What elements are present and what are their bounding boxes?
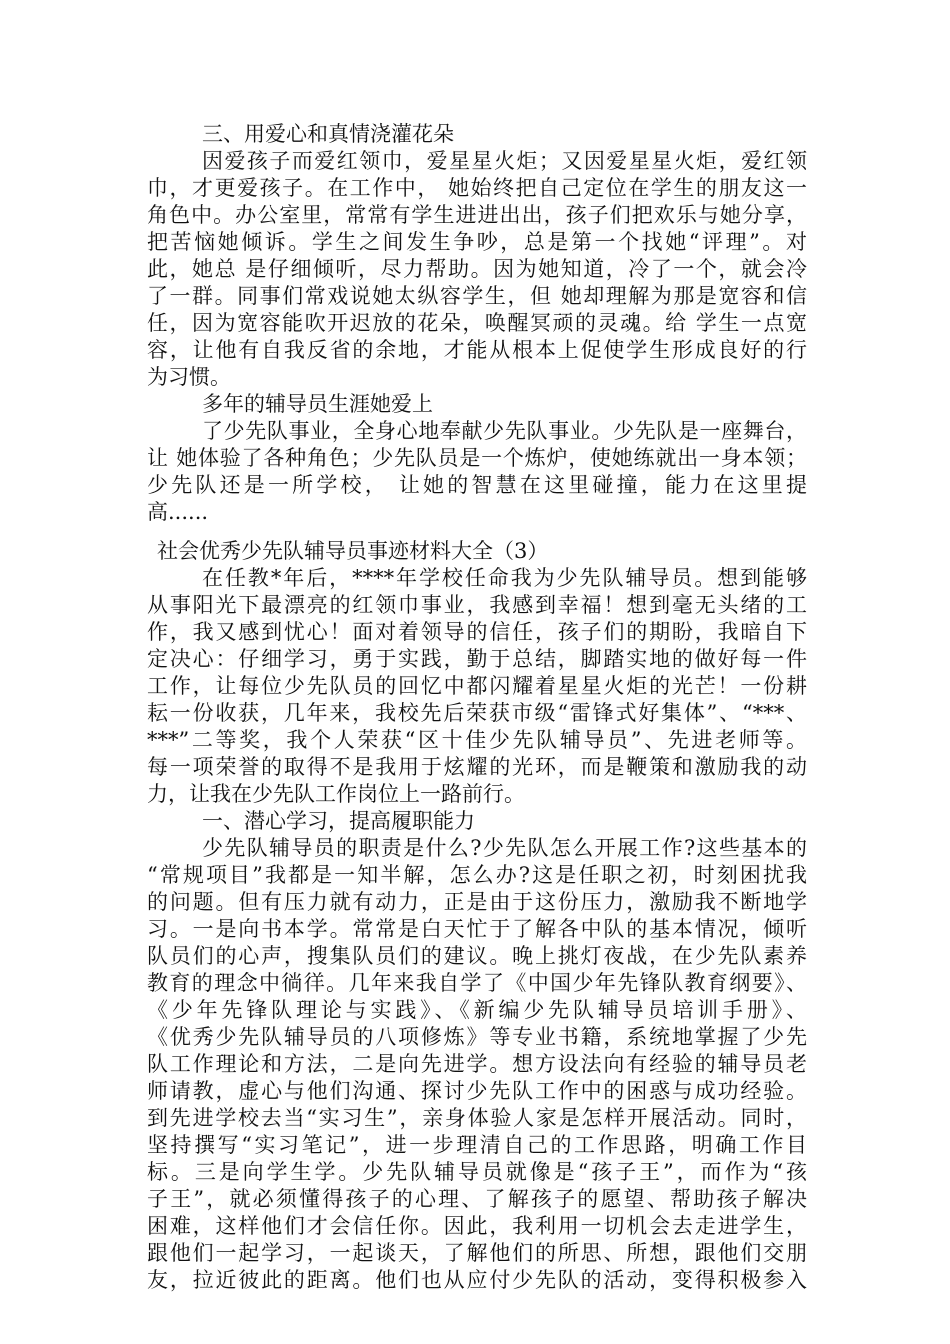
paragraph-line: 到先进学校去当“实习生”，亲身体验人家是怎样开展活动。同时， [147, 1106, 807, 1130]
paragraph-line: 习。一是向书本学。常常是白天忙于了解各中队的基本情况，倾听 [147, 917, 807, 941]
paragraph-line: 少先队还是一所学校， 让她的智慧在这里碰撞，能力在这里提 [147, 473, 807, 497]
paragraph-line: 坚持撰写“实习笔记”，进一步理清自己的工作思路，明确工作目 [147, 1133, 807, 1157]
paragraph-line: 了一群。同事们常戏说她太纵容学生，但 她却理解为那是宽容和信 [147, 284, 807, 308]
paragraph-line: 力，让我在少先队工作岗位上一路前行。 [147, 782, 525, 806]
paragraph-line: 困难，这样他们才会信任你。因此，我利用一切机会去走进学生， [147, 1214, 807, 1238]
paragraph-line: 工作，让每位少先队员的回忆中都闪耀着星星火炬的光芒！一份耕 [147, 674, 807, 698]
paragraph-line: 《少年先锋队理论与实践》、《新编少先队辅导员培训手册》、 [147, 998, 807, 1022]
paragraph-line: 在任教*年后，****年学校任命我为少先队辅导员。想到能够 [202, 566, 807, 590]
paragraph-line: 跟他们一起学习，一起谈天，了解他们的所思、所想，跟他们交朋 [147, 1241, 807, 1265]
paragraph-line: 容，让他有自我反省的余地，才能从根本上促使学生形成良好的行 [147, 338, 807, 362]
paragraph-line: 把苦恼她倾诉。学生之间发生争吵，总是第一个找她“评理”。对 [147, 230, 807, 254]
paragraph-line: 多年的辅导员生涯她爱上 [202, 392, 433, 416]
paragraph-line: 此，她总 是仔细倾听，尽力帮助。因为她知道，冷了一个，就会冷 [147, 257, 807, 281]
paragraph-line: 的问题。但有压力就有动力，正是由于这份压力，激励我不断地学 [147, 890, 807, 914]
paragraph-line: 《优秀少先队辅导员的八项修炼》等专业书籍，系统地掌握了少先 [147, 1025, 807, 1049]
paragraph-line: 巾，才更爱孩子。在工作中， 她始终把自己定位在学生的朋友这一 [147, 176, 807, 200]
paragraph-line: 师请教，虚心与他们沟通、探讨少先队工作中的困惑与成功经验。 [147, 1079, 807, 1103]
section-heading: 一、潜心学习，提高履职能力 [202, 809, 475, 833]
paragraph-line: 为习惯。 [147, 365, 231, 389]
paragraph-line: 角色中。办公室里，常常有学生进进出出，孩子们把欢乐与她分享， [147, 203, 807, 227]
paragraph-line: 高...... [147, 500, 209, 524]
paragraph-line: 队员们的心声，搜集队员们的建议。晚上挑灯夜战，在少先队素养 [147, 944, 807, 968]
section-heading: 三、用爱心和真情浇灌花朵 [202, 122, 454, 146]
paragraph-line: 每一项荣誉的取得不是我用于炫耀的光环，而是鞭策和激励我的动 [147, 755, 807, 779]
paragraph-line: 因爱孩子而爱红领巾，爱星星火炬；又因爱星星火炬，爱红领 [202, 149, 807, 173]
paragraph-line: 少先队辅导员的职责是什么?少先队怎么开展工作?这些基本的 [202, 836, 807, 860]
paragraph-line: 让 她体验了各种角色；少先队员是一个炼炉，使她练就出一身本领； [147, 446, 807, 470]
paragraph-line: 友，拉近彼此的距离。他们也从应付少先队的活动，变得积极参入 [147, 1268, 807, 1292]
paragraph-line: 作，我又感到忧心！面对着领导的信任，孩子们的期盼，我暗自下 [147, 620, 807, 644]
paragraph-line: 教育的理念中徜徉。几年来我自学了《中国少年先锋队教育纲要》、 [147, 971, 807, 995]
article-title: 社会优秀少先队辅导员事迹材料大全（3） [157, 539, 549, 563]
paragraph-line: 从事阳光下最漂亮的红领巾事业，我感到幸福！想到毫无头绪的工 [147, 593, 807, 617]
paragraph-line: 任，因为宽容能吹开迟放的花朵，唤醒冥顽的灵魂。给 学生一点宽 [147, 311, 807, 335]
paragraph-line: ***”二等奖，我个人荣获“区十佳少先队辅导员”、先进老师等。 [147, 728, 807, 752]
paragraph-line: 了少先队事业，全身心地奉献少先队事业。少先队是一座舞台， [202, 419, 807, 443]
paragraph-line: 耘一份收获，几年来，我校先后荣获市级“雷锋式好集体”、“***、 [147, 701, 807, 725]
paragraph-line: 定决心：仔细学习，勇于实践，勤于总结，脚踏实地的做好每一件 [147, 647, 807, 671]
paragraph-line: 队工作理论和方法，二是向先进学。想方设法向有经验的辅导员老 [147, 1052, 807, 1076]
paragraph-line: “常规项目”我都是一知半解，怎么办?这是任职之初，时刻困扰我 [147, 863, 807, 887]
paragraph-line: 子王”，就必须懂得孩子的心理、了解孩子的愿望、帮助孩子解决 [147, 1187, 807, 1211]
paragraph-line: 标。三是向学生学。少先队辅导员就像是“孩子王”，而作为“孩 [147, 1160, 807, 1184]
